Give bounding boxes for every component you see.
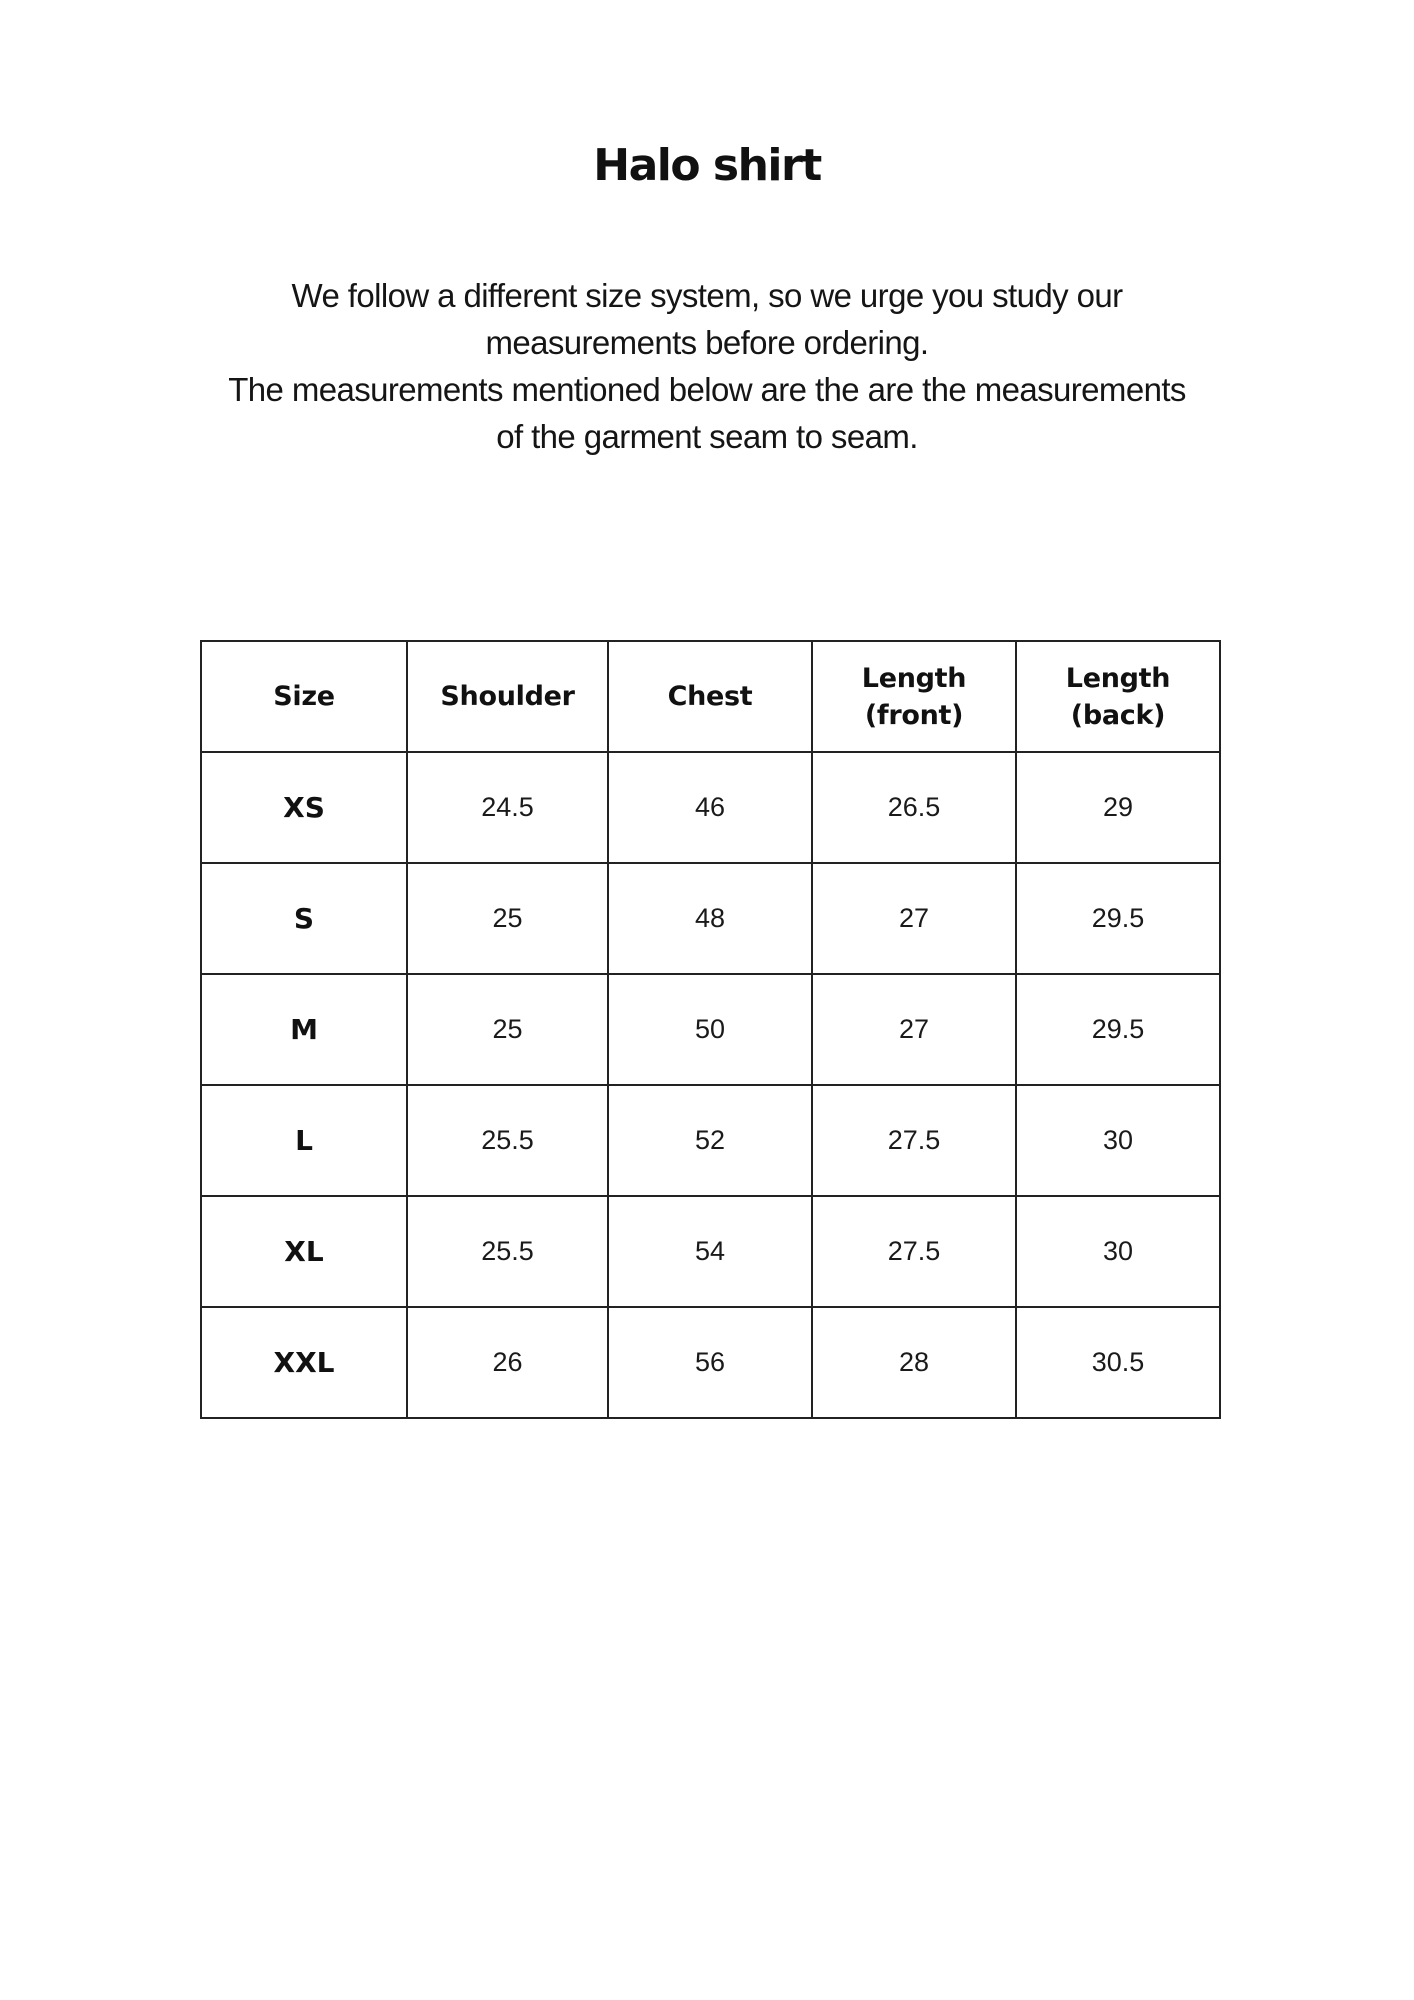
length-back-value: 30: [1016, 1085, 1220, 1196]
chest-value: 48: [608, 863, 812, 974]
length-front-value: 27.5: [812, 1085, 1016, 1196]
table-row: [201, 1085, 1220, 1196]
chest-value: 52: [608, 1085, 812, 1196]
intro-line: We follow a different size system, so we urge you study our: [291, 277, 1123, 314]
chest-value: 46: [608, 752, 812, 863]
size-label: XS: [201, 752, 407, 863]
page-title: Halo shirt: [593, 140, 821, 191]
length-back-value: 29.5: [1016, 974, 1220, 1085]
chest-value: 56: [608, 1307, 812, 1418]
length-front-value: 27: [812, 974, 1016, 1085]
table-row: [201, 974, 1220, 1085]
chest-value: 54: [608, 1196, 812, 1307]
table-header-row: [201, 641, 1220, 752]
table-row: [201, 1196, 1220, 1307]
shoulder-value: 24.5: [407, 752, 608, 863]
header-size: Size: [201, 641, 407, 752]
length-back-value: 30: [1016, 1196, 1220, 1307]
length-front-value: 28: [812, 1307, 1016, 1418]
shoulder-value: 25: [407, 863, 608, 974]
length-front-value: 27.5: [812, 1196, 1016, 1307]
header-length-back: Length (back): [1016, 641, 1220, 752]
intro-text: [157, 272, 1257, 460]
size-label: L: [201, 1085, 407, 1196]
length-back-value: 30.5: [1016, 1307, 1220, 1418]
length-front-value: 26.5: [812, 752, 1016, 863]
header-length-front: Length (front): [812, 641, 1016, 752]
table-row: [201, 752, 1220, 863]
shoulder-value: 25: [407, 974, 608, 1085]
size-chart-table: [200, 640, 1221, 1419]
size-label: XL: [201, 1196, 407, 1307]
size-label: M: [201, 974, 407, 1085]
shoulder-value: 25.5: [407, 1196, 608, 1307]
chest-value: 50: [608, 974, 812, 1085]
table-row: [201, 1307, 1220, 1418]
length-back-value: 29.5: [1016, 863, 1220, 974]
shoulder-value: 25.5: [407, 1085, 608, 1196]
intro-line: of the garment seam to seam.: [496, 418, 918, 455]
size-label: S: [201, 863, 407, 974]
header-chest: Chest: [608, 641, 812, 752]
size-label: XXL: [201, 1307, 407, 1418]
table-row: [201, 863, 1220, 974]
intro-line: The measurements mentioned below are the are the measurements: [228, 371, 1186, 408]
intro-line: measurements before ordering.: [485, 324, 929, 361]
length-back-value: 29: [1016, 752, 1220, 863]
length-front-value: 27: [812, 863, 1016, 974]
shoulder-value: 26: [407, 1307, 608, 1418]
header-shoulder: Shoulder: [407, 641, 608, 752]
